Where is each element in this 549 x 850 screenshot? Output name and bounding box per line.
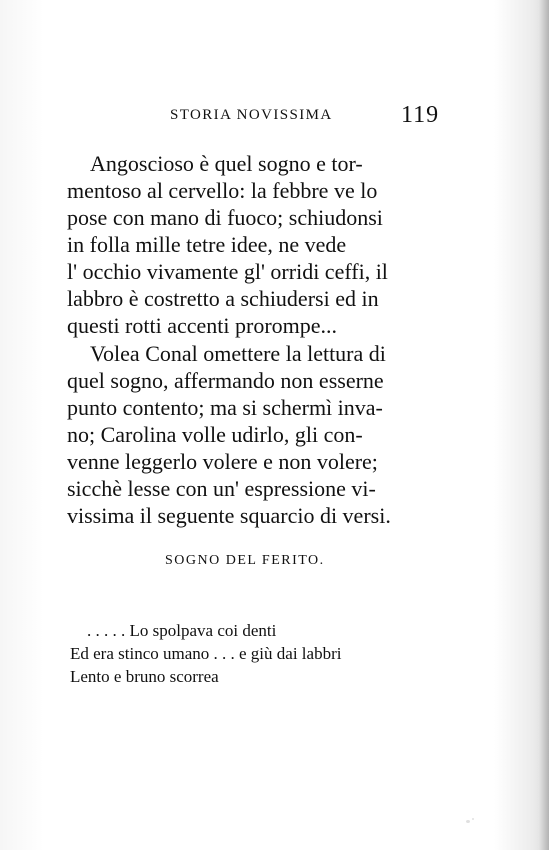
poem-line: Ed era stinco umano . . . e giù dai labbri xyxy=(70,644,342,663)
paragraph-1 xyxy=(67,150,445,339)
section-subtitle: SOGNO DEL FERITO. xyxy=(165,553,325,568)
paragraph-line: quel sogno, affermando non esserne xyxy=(67,368,384,393)
page-number: 119 xyxy=(401,102,440,128)
poem-line: . . . . . Lo spolpava coi denti xyxy=(87,621,277,640)
paragraph-line: Volea Conal omettere la lettura di xyxy=(90,341,386,366)
poem-line: Lento e bruno scorrea xyxy=(70,667,219,686)
page-header xyxy=(0,102,549,132)
paragraph-line: mentoso al cervello: la febbre ve lo xyxy=(67,178,378,203)
paragraph-line: Angoscioso è quel sogno e tor- xyxy=(90,151,363,176)
paragraph-line: vissima il seguente squarcio di versi. xyxy=(67,503,391,528)
ink-smudge xyxy=(466,820,470,823)
paragraph-line: labbro è costretto a schiudersi ed in xyxy=(67,286,379,311)
paragraph-2 xyxy=(67,340,445,529)
paragraph-line: no; Carolina volle udirlo, gli con- xyxy=(67,422,363,447)
paragraph-line: pose con mano di fuoco; schiudonsi xyxy=(67,205,383,230)
paragraph-line: venne leggerlo volere e non volere; xyxy=(67,449,378,474)
paragraph-line: questi rotti accenti prorompe... xyxy=(67,313,338,338)
poem-excerpt xyxy=(70,619,450,688)
ink-smudge xyxy=(472,818,474,820)
paragraph-line: l' occhio vivamente gl' orridi ceffi, il xyxy=(67,259,388,284)
paragraph-line: sicchè lesse con un' espressione vi- xyxy=(67,476,376,501)
paragraph-line: punto contento; ma si schermì inva- xyxy=(67,395,383,420)
paragraph-line: in folla mille tetre idee, ne vede xyxy=(67,232,347,257)
running-title: STORIA NOVISSIMA xyxy=(170,107,333,123)
